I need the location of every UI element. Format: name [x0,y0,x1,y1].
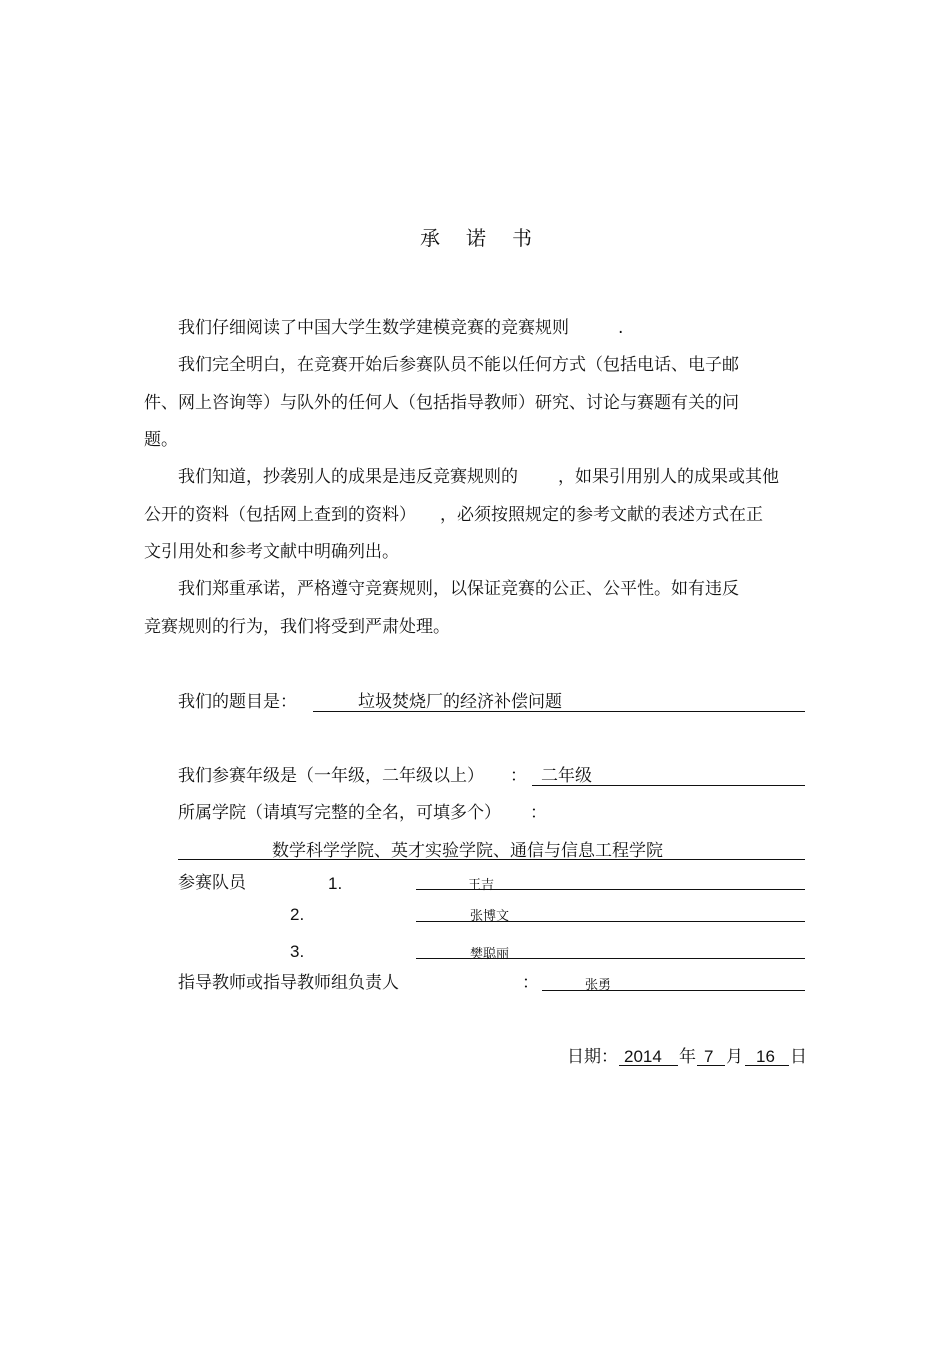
date-month-unit: 月 [726,1047,743,1067]
advisor-underline [542,990,805,991]
topic-value: 垃圾焚烧厂的经济补偿问题 [358,692,562,712]
paragraph-2-line-1: 我们完全明白，在竞赛开始后参赛队员不能以任何方式（包括电话、电子邮 [178,355,739,375]
paragraph-3-line-2b: ，必须按照规定的参考文献的表述方式在正 [440,505,763,525]
member-number: 2. [290,905,305,924]
paragraph-1: 我们仔细阅读了中国大学生数学建模竞赛的竞赛规则 [178,318,569,338]
member-number: 1. [328,874,343,893]
college-label: 所属学院（请填写完整的全名，可填多个） [178,803,501,823]
advisor-label: 指导教师或指导教师组负责人 [178,973,399,993]
date-month: 7 [704,1047,714,1066]
paragraph-4-line-2: 竞赛规则的行为，我们将受到严肃处理。 [144,617,450,637]
member-name: 张博文 [470,909,510,924]
members-label: 参赛队员 [178,873,246,893]
member-name: 樊聪丽 [470,947,510,962]
advisor-colon: ： [522,973,539,993]
grade-value: 二年级 [541,766,592,786]
date-day: 16 [756,1047,775,1066]
date-label: 日期： [567,1047,618,1067]
date-day-unit: 日 [790,1047,807,1067]
paragraph-2-line-3: 题。 [144,430,178,450]
paragraph-3-line-1a: 我们知道，抄袭别人的成果是违反竞赛规则的 [178,467,518,487]
paragraph-4-line-1: 我们郑重承诺，严格遵守竞赛规则，以保证竞赛的公正、公平性。如有违反 [178,579,739,599]
date-year: 2014 [624,1047,662,1066]
page-title: 承诺书 [420,226,558,250]
paragraph-1-end: . [618,318,624,338]
date-year-unit: 年 [679,1047,696,1067]
topic-label: 我们的题目是： [178,692,297,712]
grade-label: 我们参赛年级是（一年级，二年级以上） [178,766,484,786]
paragraph-3-line-3: 文引用处和参考文献中明确列出。 [144,542,399,562]
paragraph-3-line-2a: 公开的资料（包括网上查到的资料） [144,505,416,525]
paragraph-3-line-1b: ，如果引用别人的成果或其他 [558,467,779,487]
paragraph-2-line-2: 件、网上咨询等）与队外的任何人（包括指导教师）研究、讨论与赛题有关的问 [144,393,739,413]
advisor-name: 张勇 [585,978,612,993]
grade-colon: ： [510,766,527,786]
member-name: 王吉 [468,878,495,893]
college-value: 数学科学学院、英才实验学院、通信与信息工程学院 [272,841,663,861]
member-number: 3. [290,942,305,961]
college-colon: ： [530,803,547,823]
